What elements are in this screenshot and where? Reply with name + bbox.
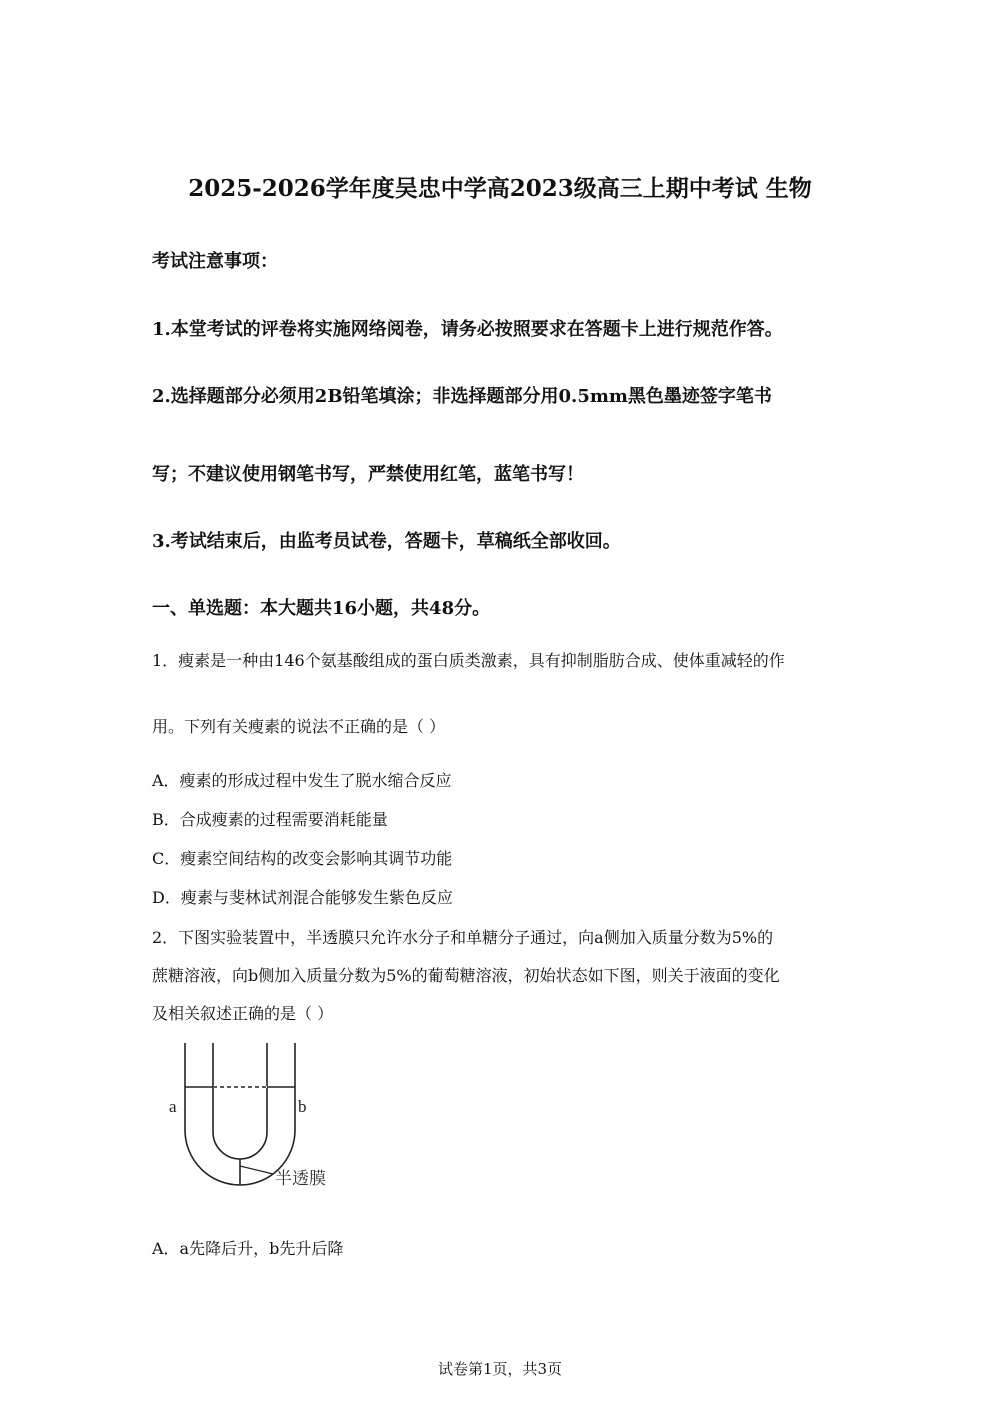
- question-1-line-2: 用。下列有关瘦素的说法不正确的是（ ）: [152, 717, 446, 736]
- notice-item-2-line-2: 写；不建议使用钢笔书写，严禁使用红笔，蓝笔书写！: [152, 464, 584, 485]
- exam-title: 2025-2026学年度吴忠中学高2023级高三上期中考试 生物: [188, 175, 812, 202]
- question-1-option-a: A．瘦素的形成过程中发生了脱水缩合反应: [152, 771, 452, 790]
- notice-item-1: 1.本堂考试的评卷将实施网络阅卷，请务必按照要求在答题卡上进行规范作答。: [152, 319, 783, 340]
- page-footer: 试卷第1页，共3页: [437, 1360, 563, 1378]
- notice-item-3: 3.考试结束后，由监考员试卷，答题卡，草稿纸全部收回。: [152, 531, 621, 552]
- u-tube-diagram: [165, 1040, 355, 1200]
- notice-heading: 考试注意事项：: [152, 251, 278, 272]
- notice-item-2-line-1: 2.选择题部分必须用2B铅笔填涂；非选择题部分用0.5mm黑色墨迹签字笔书: [152, 386, 772, 407]
- membrane-label: 半透膜: [275, 1169, 326, 1189]
- question-2-line-3: 及相关叙述正确的是（ ）: [152, 1004, 334, 1023]
- question-2-option-a: A．a先降后升，b先升后降: [152, 1239, 344, 1258]
- question-2-line-1: 2．下图实验装置中，半透膜只允许水分子和单糖分子通过，向a侧加入质量分数为5%的: [152, 928, 774, 947]
- membrane-leader-line: [240, 1166, 273, 1174]
- question-1-line-1: 1．瘦素是一种由146个氨基酸组成的蛋白质类激素，具有抑制脂肪合成、使体重减轻的作: [152, 651, 785, 670]
- question-1-option-b: B．合成瘦素的过程需要消耗能量: [152, 810, 388, 829]
- u-tube-inner-wall: [213, 1043, 267, 1159]
- label-b: b: [298, 1097, 307, 1116]
- label-a: a: [169, 1097, 177, 1116]
- question-2-line-2: 蔗糖溶液，向b侧加入质量分数为5%的葡萄糖溶液，初始状态如下图，则关于液面的变化: [152, 966, 780, 985]
- section-heading: 一、单选题：本大题共16小题，共48分。: [152, 598, 491, 619]
- question-1-option-c: C．瘦素空间结构的改变会影响其调节功能: [152, 849, 453, 868]
- question-1-option-d: D．瘦素与斐林试剂混合能够发生紫色反应: [152, 888, 453, 907]
